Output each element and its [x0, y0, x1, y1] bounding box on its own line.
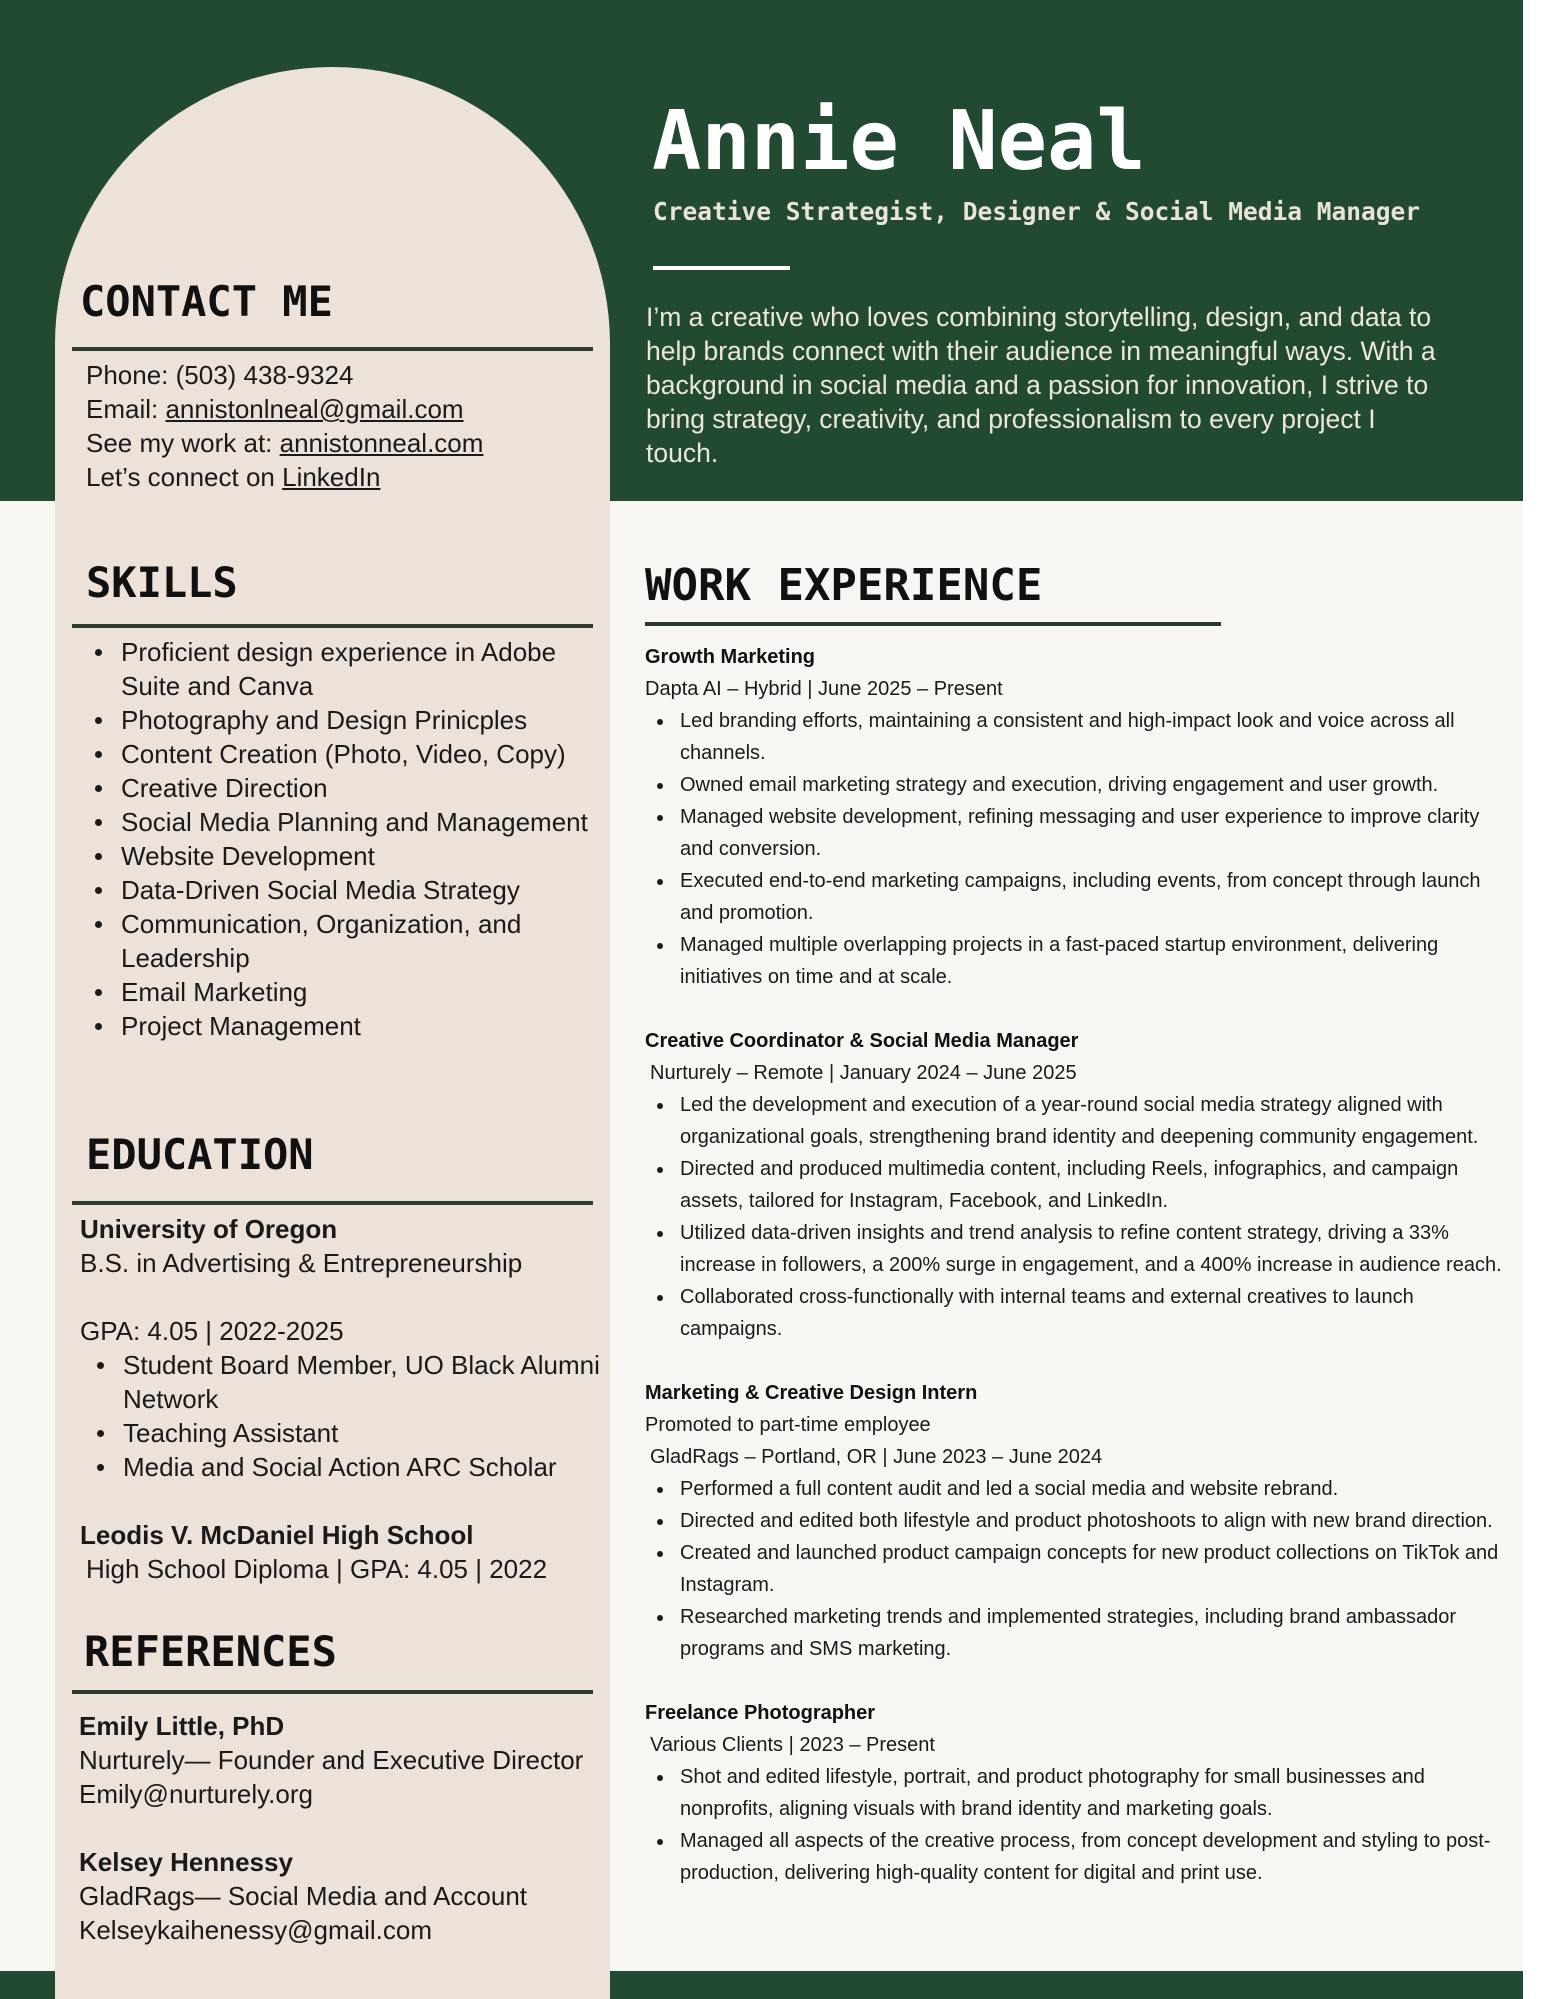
- candidate-tagline: Creative Strategist, Designer & Social Media Manager: [653, 197, 1421, 226]
- job-title: Freelance Photographer: [645, 1702, 876, 1724]
- contact-heading: CONTACT ME: [80, 277, 333, 326]
- phone-line: [86, 358, 596, 392]
- school-name: University of Oregon: [80, 1214, 338, 1244]
- education-block: [80, 1212, 605, 1586]
- reference-role: GladRags— Social Media and Account: [79, 1881, 528, 1911]
- list-item: Directed and edited both lifestyle and product photoshoots to align with new brand direction.: [645, 1505, 1515, 1537]
- job-company: Nurturely – Remote | January 2024 – June 2025: [650, 1062, 1077, 1084]
- website-line: [86, 426, 596, 460]
- references-divider: [72, 1690, 593, 1694]
- list-item: Website Development: [85, 839, 605, 873]
- list-item: Communication, Organization, and Leadership: [85, 907, 605, 975]
- education-activities: [80, 1348, 605, 1484]
- job-note: Promoted to part-time employee: [645, 1414, 931, 1436]
- contact-divider: [72, 347, 593, 351]
- education-divider: [72, 1201, 593, 1205]
- list-item: Shot and edited lifestyle, portrait, and product photography for small businesses and nonprofits, aligning visuals with brand identity and marketing goals.: [645, 1761, 1515, 1825]
- spacer: [80, 1484, 605, 1518]
- linkedin-label: Let’s connect on: [86, 462, 283, 492]
- reference-name: Emily Little, PhD: [79, 1711, 285, 1741]
- list-item: Managed website development, refining messaging and user experience to improve clarity and conversion.: [645, 801, 1515, 865]
- job-company: Dapta AI – Hybrid | June 2025 – Present: [645, 678, 1003, 700]
- list-item: Owned email marketing strategy and execution, driving engagement and user growth.: [645, 769, 1515, 801]
- job-points: [645, 1761, 1515, 1889]
- reference-name: Kelsey Hennessy: [79, 1847, 293, 1877]
- list-item: Researched marketing trends and implemented strategies, including brand ambassador programs and SMS marketing.: [645, 1601, 1515, 1665]
- list-item: Creative Direction: [85, 771, 605, 805]
- list-item: Student Board Member, UO Black Alumni Network: [80, 1348, 605, 1416]
- list-item: Managed all aspects of the creative process, from concept development and styling to post-production, delivering high-quality content for digital and print use.: [645, 1825, 1515, 1889]
- spacer: [80, 1280, 605, 1314]
- list-item: Managed multiple overlapping projects in a fast-paced startup environment, delivering initiatives on time and at scale.: [645, 929, 1515, 993]
- references-block: [79, 1709, 604, 1947]
- linkedin-link[interactable]: LinkedIn: [282, 462, 381, 492]
- job-entry: [645, 641, 1515, 993]
- job-points: [645, 1473, 1515, 1665]
- email-label: Email:: [86, 394, 166, 424]
- phone-number: (503) 438-9324: [175, 360, 354, 390]
- website-label: See my work at:: [86, 428, 280, 458]
- list-item: Project Management: [85, 1009, 605, 1043]
- skills-heading: SKILLS: [86, 558, 238, 607]
- list-item: Collaborated cross-functionally with internal teams and external creatives to launch campaigns.: [645, 1281, 1515, 1345]
- list-item: Media and Social Action ARC Scholar: [80, 1450, 605, 1484]
- list-item: Led the development and execution of a year-round social media strategy aligned with organizational goals, strengthening brand identity and deepening community engagement.: [645, 1089, 1515, 1153]
- candidate-name: Annie Neal: [652, 94, 1146, 189]
- list-item: Performed a full content audit and led a social media and website rebrand.: [645, 1473, 1515, 1505]
- reference-role: Nurturely— Founder and Executive Director: [79, 1745, 584, 1775]
- list-item: Created and launched product campaign concepts for new product collections on TikTok and Instagram.: [645, 1537, 1515, 1601]
- list-item: Email Marketing: [85, 975, 605, 1009]
- work-experience-list: [645, 641, 1515, 1921]
- list-item: Teaching Assistant: [80, 1416, 605, 1450]
- linkedin-line: [86, 460, 596, 494]
- reference-email: Emily@nurturely.org: [79, 1779, 313, 1809]
- job-company: GladRags – Portland, OR | June 2023 – June 2024: [650, 1446, 1103, 1468]
- website-link[interactable]: annistonneal.com: [279, 428, 484, 458]
- list-item: Executed end-to-end marketing campaigns, including events, from concept through launch and promotion.: [645, 865, 1515, 929]
- profile-summary: I’m a creative who loves combining storytelling, design, and data to help brands connect with their audience in meaningful ways. With a background in social media and a passion for innovation, I strive to bring strategy, creativity, and professionalism to every project I touch.: [646, 302, 1436, 468]
- school-gpa: GPA: 4.05 | 2022-2025: [80, 1316, 344, 1346]
- list-item: Utilized data-driven insights and trend analysis to refine content strategy, driving a 33% increase in followers, a 200% surge in engagement, and a 400% increase in audience reach.: [645, 1217, 1515, 1281]
- list-item: Directed and produced multimedia content, including Reels, infographics, and campaign assets, tailored for Instagram, Facebook, and LinkedIn.: [645, 1153, 1515, 1217]
- tagline-divider: [653, 266, 790, 270]
- job-title: Marketing & Creative Design Intern: [645, 1382, 978, 1404]
- list-item: Content Creation (Photo, Video, Copy): [85, 737, 605, 771]
- school-degree: B.S. in Advertising & Entrepreneurship: [80, 1248, 523, 1278]
- contact-block: [86, 358, 596, 494]
- school-degree: High School Diploma | GPA: 4.05 | 2022: [86, 1554, 548, 1584]
- list-item: Photography and Design Prinicples: [85, 703, 605, 737]
- work-experience-divider: [645, 622, 1221, 626]
- list-item: Led branding efforts, maintaining a consistent and high-impact look and voice across all channels.: [645, 705, 1515, 769]
- job-points: [645, 1089, 1515, 1345]
- work-experience-heading: WORK EXPERIENCE: [645, 560, 1043, 611]
- spacer: [79, 1811, 604, 1845]
- job-entry: [645, 1377, 1515, 1665]
- list-item: Data-Driven Social Media Strategy: [85, 873, 605, 907]
- references-heading: REFERENCES: [84, 1627, 337, 1676]
- email-link[interactable]: annistonlneal@gmail.com: [165, 394, 464, 424]
- skills-divider: [72, 624, 593, 628]
- phone-label: Phone:: [86, 360, 176, 390]
- list-item: Social Media Planning and Management: [85, 805, 605, 839]
- job-title: Growth Marketing: [645, 646, 816, 668]
- school-name: Leodis V. McDaniel High School: [80, 1520, 474, 1550]
- job-entry: [645, 1697, 1515, 1889]
- reference-email: Kelseykaihenessy@gmail.com: [79, 1915, 432, 1945]
- job-entry: [645, 1025, 1515, 1345]
- email-line: [86, 392, 596, 426]
- job-company: Various Clients | 2023 – Present: [650, 1734, 935, 1756]
- job-points: [645, 705, 1515, 993]
- education-heading: EDUCATION: [86, 1130, 314, 1179]
- skills-list: [85, 635, 605, 1043]
- list-item: Proficient design experience in Adobe Suite and Canva: [85, 635, 605, 703]
- job-title: Creative Coordinator & Social Media Manager: [645, 1030, 1079, 1052]
